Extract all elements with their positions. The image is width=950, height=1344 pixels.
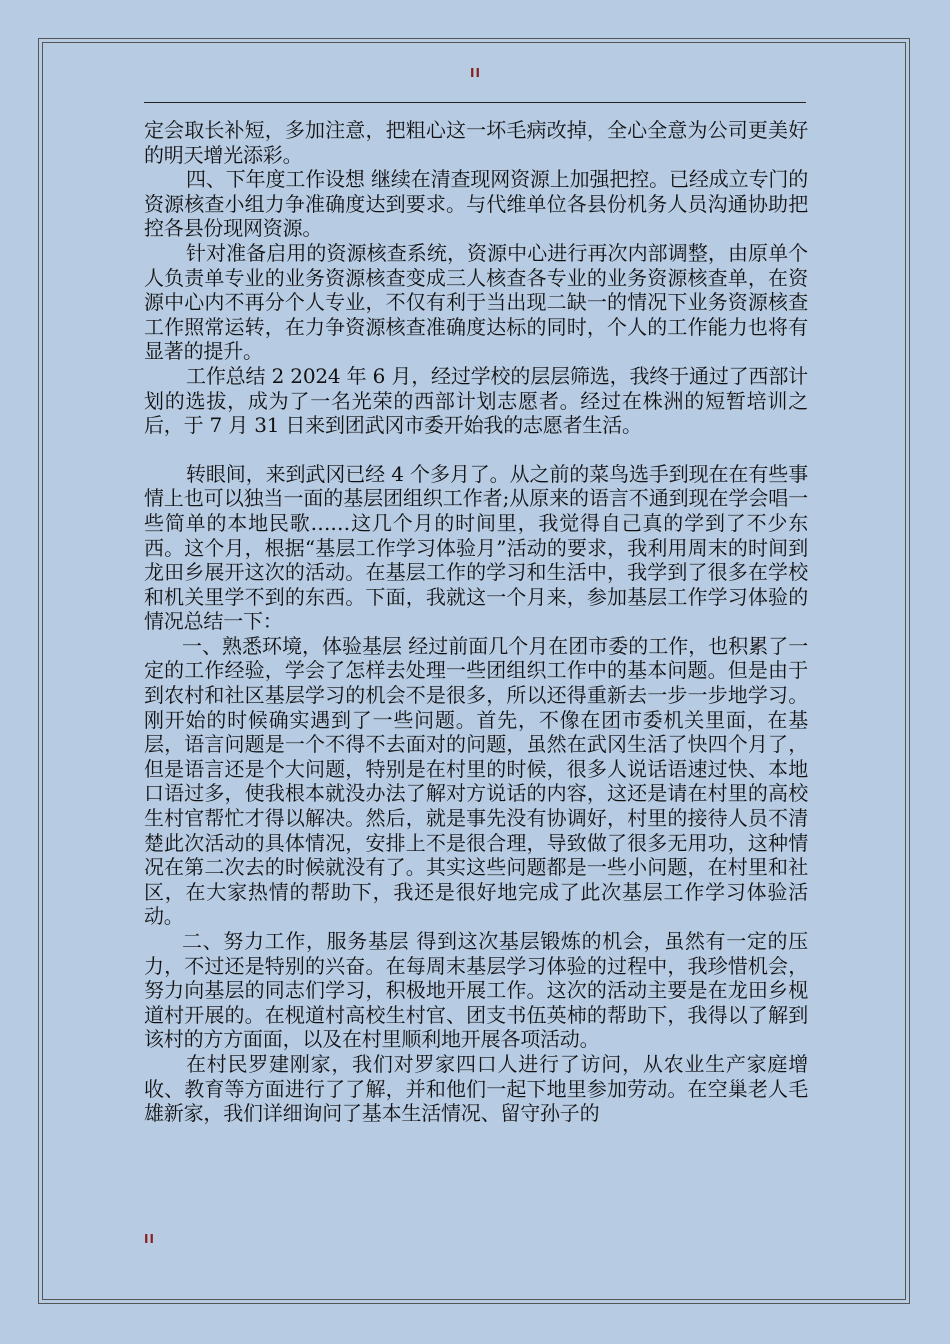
paragraph-8: 在村民罗建刚家，我们对罗家四口人进行了访问，从农业生产家庭增收、教育等方面进行了了解，并和他们一起下地里参加劳动。在空巢老人毛雄新家，我们详细询问了基本生活情况、留守孙子的	[144, 1051, 808, 1126]
document-body	[144, 118, 808, 1126]
header-mark: II	[470, 66, 481, 80]
paragraph-2: 四、下年度工作设想 继续在清查现网资源上加强把控。已经成立专门的资源核查小组力争准确度达到要求。与代维单位各县份机务人员沟通协助把控各县份现网资源。	[144, 167, 808, 241]
paragraph-1: 定会取长补短，多加注意，把粗心这一坏毛病改掉，全心全意为公司更美好的明天增光添彩。	[144, 118, 808, 167]
header-rule	[144, 102, 806, 103]
paragraph-6: 一、熟悉环境，体验基层 经过前面几个月在团市委的工作，也积累了一定的工作经验，学会了怎样去处理一些团组织工作中的基本问题。但是由于到农村和社区基层学习的机会不是很多，所以还得重新去一步一步地学习。刚开始的时候确实遇到了一些问题。首先，不像在团市委机关里面，在基层，语言问题是一个不得不去面对的问题，虽然在武冈生活了快四个月了，但是语言还是个大问题，特别是在村里的时候，很多人说话语速过快、本地口语过多，使我根本就没办法了解对方说话的内容，这还是请在村里的高校生村官帮忙才得以解决。然后，就是事先没有协调好，村里的接待人员不清楚此次活动的具体情况，安排上不是很合理，导致做了很多无用功，这种情况在第二次去的时候就没有了。其实这些问题都是一些小问题，在村里和社区，在大家热情的帮助下，我还是很好地完成了此次基层工作学习体验活动。	[144, 633, 808, 929]
paragraph-4: 工作总结 2 2024 年 6 月，经过学校的层层筛选，我终于通过了西部计划的选拔，成为了一名光荣的西部计划志愿者。经过在株洲的短暂培训之后，于 7 月 31 日来到团武冈市委开始我的志愿者生活。	[144, 363, 808, 438]
paragraph-3: 针对准备启用的资源核查系统，资源中心进行再次内部调整，由原单个人负责单专业的业务资源核查变成三人核查各专业的业务资源核查单，在资源中心内不再分个人专业，不仅有利于当出现二缺一的情况下业务资源核查工作照常运转，在力争资源核查准确度达标的同时，个人的工作能力也将有显著的提升。	[144, 240, 808, 364]
footer-mark: II	[144, 1232, 155, 1246]
paragraph-7: 二、努力工作，服务基层 得到这次基层锻炼的机会，虽然有一定的压力，不过还是特别的兴奋。在每周末基层学习体验的过程中，我珍惜机会，努力向基层的同志们学习，积极地开展工作。这次的活动主要是在龙田乡枧道村开展的。在枧道村高校生村官、团支书伍英柿的帮助下，我得以了解到该村的方方面面，以及在村里顺利地开展各项活动。	[144, 929, 808, 1052]
paragraph-5: 转眼间，来到武冈已经 4 个多月了。从之前的菜鸟选手到现在在有些事情上也可以独当一面的基层团组织工作者;从原来的语言不通到现在学会唱一些简单的本地民歌……这几个月的时间里，我觉得自己真的学到了不少东西。这个月，根据“基层工作学习体验月”活动的要求，我利用周末的时间到龙田乡展开这次的活动。在基层工作的学习和生活中，我学到了很多在学校和机关里学不到的东西。下面，我就这一个月来，参加基层工作学习体验的情况总结一下：	[144, 461, 808, 634]
